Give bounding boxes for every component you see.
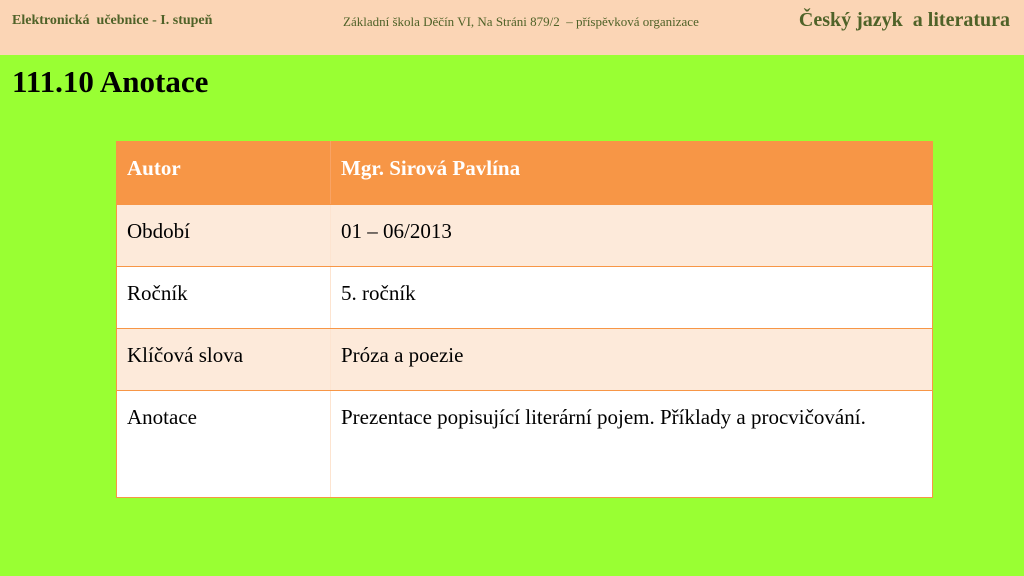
table-header-row: [117, 142, 933, 205]
table-row-obdobi: [117, 205, 933, 267]
table-header-label: Autor: [117, 142, 331, 205]
header-band: [0, 0, 1024, 55]
annotation-table: [116, 141, 933, 498]
table-row-klicova-slova: [117, 329, 933, 391]
row-value: Próza a poezie: [331, 329, 933, 391]
table-row-rocnik: [117, 267, 933, 329]
row-label: Klíčová slova: [117, 329, 331, 391]
page-title: 111.10 Anotace: [12, 64, 209, 99]
row-label: Ročník: [117, 267, 331, 329]
header-subject: Český jazyk a literatura: [798, 9, 1010, 31]
row-value: 5. ročník: [331, 267, 933, 329]
header-textbook-label: Elektronická učebnice - I. stupeň: [12, 13, 213, 28]
table-header-value: Mgr. Sirová Pavlína: [331, 142, 933, 205]
row-value: Prezentace popisující literární pojem. Příklady a procvičování.: [331, 391, 933, 498]
row-label: Období: [117, 205, 331, 267]
row-value: 01 – 06/2013: [331, 205, 933, 267]
row-label: Anotace: [117, 391, 331, 498]
header-school-name: Základní škola Děčín VI, Na Stráni 879/2 – příspěvková organizace: [343, 14, 699, 29]
table-row-anotace: [117, 391, 933, 498]
